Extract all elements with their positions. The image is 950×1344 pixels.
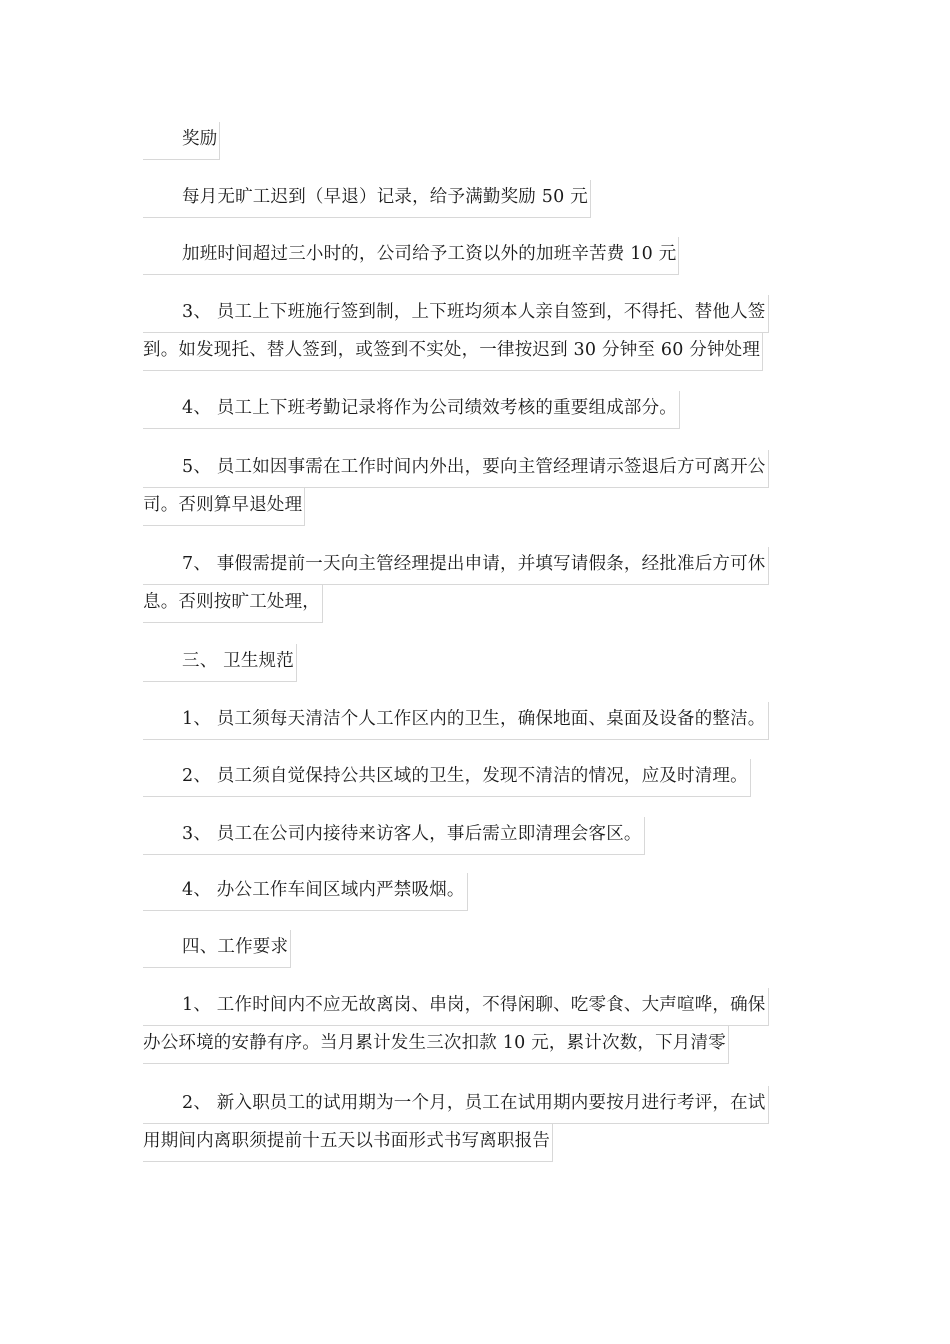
paragraph-line: 息。否则按旷工处理，: [143, 585, 323, 623]
paragraph-line: 3、 员工在公司内接待来访客人，事后需立即清理会客区。: [143, 817, 645, 855]
section-heading-hygiene: [143, 644, 297, 682]
paragraph-reward-heading: [143, 122, 220, 160]
paragraph-line: 到。如发现托、替人签到，或签到不实处，一律按迟到 30 分钟至 60 分钟处理: [143, 333, 763, 371]
paragraph-sign-in-rule: [143, 295, 769, 371]
paragraph-attendance-record: [143, 391, 680, 429]
paragraph-hygiene-3: [143, 817, 645, 855]
paragraph-overtime-pay: [143, 237, 679, 275]
paragraph-line: 1、 员工须每天清洁个人工作区内的卫生，确保地面、桌面及设备的整洁。: [143, 702, 769, 740]
paragraph-line: 4、 办公工作车间区域内严禁吸烟。: [143, 873, 468, 911]
paragraph-line: 每月无旷工迟到（早退）记录，给予满勤奖励 50 元: [143, 180, 591, 218]
paragraph-hygiene-1: [143, 702, 769, 740]
paragraph-work-requirement-2: [143, 1086, 769, 1162]
paragraph-line: 奖励: [143, 122, 220, 160]
paragraph-line: 2、 员工须自觉保持公共区域的卫生，发现不清洁的情况，应及时清理。: [143, 759, 751, 797]
paragraph-line: 三、 卫生规范: [143, 644, 297, 682]
paragraph-line: 办公环境的安静有序。当月累计发生三次扣款 10 元，累计次数，下月清零: [143, 1026, 729, 1064]
paragraph-line: 7、 事假需提前一天向主管经理提出申请，并填写请假条，经批准后方可休: [143, 547, 769, 585]
paragraph-line: 司。否则算早退处理: [143, 488, 305, 526]
paragraph-line: 3、 员工上下班施行签到制，上下班均须本人亲自签到，不得托、替他人签: [143, 295, 769, 333]
paragraph-line: 2、 新入职员工的试用期为一个月，员工在试用期内要按月进行考评，在试: [143, 1086, 769, 1124]
paragraph-line: 4、 员工上下班考勤记录将作为公司绩效考核的重要组成部分。: [143, 391, 680, 429]
paragraph-attendance-bonus: [143, 180, 591, 218]
paragraph-line: 加班时间超过三小时的，公司给予工资以外的加班辛苦费 10 元: [143, 237, 679, 275]
paragraph-line: 四、工作要求: [143, 930, 291, 968]
paragraph-hygiene-2: [143, 759, 751, 797]
section-heading-work-requirements: [143, 930, 291, 968]
paragraph-going-out-rule: [143, 450, 769, 526]
paragraph-line: 1、 工作时间内不应无故离岗、串岗，不得闲聊、吃零食、大声喧哗，确保: [143, 988, 769, 1026]
paragraph-hygiene-4: [143, 873, 468, 911]
paragraph-personal-leave-rule: [143, 547, 769, 623]
paragraph-line: 用期间内离职须提前十五天以书面形式书写离职报告: [143, 1124, 553, 1162]
paragraph-work-requirement-1: [143, 988, 769, 1064]
paragraph-line: 5、 员工如因事需在工作时间内外出，要向主管经理请示签退后方可离开公: [143, 450, 769, 488]
